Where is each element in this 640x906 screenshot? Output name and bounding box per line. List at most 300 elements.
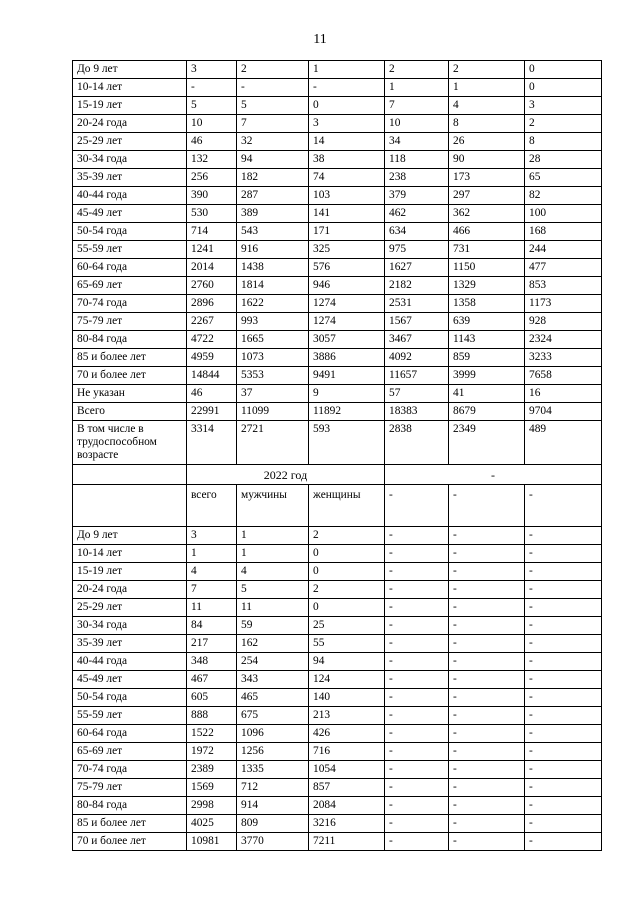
- value-cell: 84: [187, 617, 237, 635]
- value-cell: 1972: [187, 743, 237, 761]
- value-cell: 11: [237, 599, 309, 617]
- table-row: [73, 725, 602, 743]
- value-cell: 2324: [525, 331, 602, 349]
- value-cell: 46: [187, 385, 237, 403]
- value-cell: 28: [525, 151, 602, 169]
- value-cell: 244: [525, 241, 602, 259]
- value-cell: 1173: [525, 295, 602, 313]
- value-cell: 2182: [385, 277, 449, 295]
- table-row: [73, 707, 602, 725]
- table-row: [73, 169, 602, 187]
- value-cell: 379: [385, 187, 449, 205]
- value-cell: -: [525, 689, 602, 707]
- value-cell: 57: [385, 385, 449, 403]
- row-label-cell: 50-54 года: [73, 223, 187, 241]
- table-row: [73, 241, 602, 259]
- value-cell: 1274: [309, 313, 385, 331]
- value-cell: 7211: [309, 833, 385, 851]
- value-cell: 2838: [385, 421, 449, 465]
- value-cell: 14: [309, 133, 385, 151]
- value-cell: -: [309, 79, 385, 97]
- row-label-cell: 75-79 лет: [73, 313, 187, 331]
- table-row: [73, 331, 602, 349]
- row-label-cell: 70-74 года: [73, 761, 187, 779]
- value-cell: 0: [309, 563, 385, 581]
- table-row: [73, 527, 602, 545]
- value-cell: 256: [187, 169, 237, 187]
- value-cell: 1622: [237, 295, 309, 313]
- row-label-cell: 85 и более лет: [73, 349, 187, 367]
- table-row: [73, 133, 602, 151]
- value-cell: 2760: [187, 277, 237, 295]
- row-label-cell: 20-24 года: [73, 115, 187, 133]
- value-cell: 168: [525, 223, 602, 241]
- value-cell: 4092: [385, 349, 449, 367]
- value-cell: 1335: [237, 761, 309, 779]
- row-label-cell: 15-19 лет: [73, 97, 187, 115]
- value-cell: -: [385, 707, 449, 725]
- value-cell: 162: [237, 635, 309, 653]
- page-number: 11: [313, 32, 327, 47]
- row-label-cell: 45-49 лет: [73, 205, 187, 223]
- table-row: [73, 743, 602, 761]
- value-cell: 65: [525, 169, 602, 187]
- value-cell: -: [449, 599, 525, 617]
- value-cell: 993: [237, 313, 309, 331]
- value-cell: -: [525, 563, 602, 581]
- column-header: мужчины: [237, 485, 309, 527]
- value-cell: 3216: [309, 815, 385, 833]
- value-cell: 1665: [237, 331, 309, 349]
- value-cell: 141: [309, 205, 385, 223]
- value-cell: 1329: [449, 277, 525, 295]
- row-label-cell: 30-34 года: [73, 617, 187, 635]
- value-cell: 343: [237, 671, 309, 689]
- value-cell: -: [525, 815, 602, 833]
- value-cell: 1241: [187, 241, 237, 259]
- value-cell: 10: [187, 115, 237, 133]
- value-cell: 4959: [187, 349, 237, 367]
- empty-cell: [73, 465, 187, 485]
- value-cell: 639: [449, 313, 525, 331]
- row-label-cell: 85 и более лет: [73, 815, 187, 833]
- table-row: [73, 151, 602, 169]
- value-cell: -: [385, 833, 449, 851]
- table-row: [73, 761, 602, 779]
- table-row: [73, 779, 602, 797]
- row-label-cell: 35-39 лет: [73, 635, 187, 653]
- table-row: [73, 599, 602, 617]
- value-cell: 82: [525, 187, 602, 205]
- value-cell: -: [385, 725, 449, 743]
- value-cell: 7658: [525, 367, 602, 385]
- row-label-cell: 10-14 лет: [73, 545, 187, 563]
- row-label-cell: 15-19 лет: [73, 563, 187, 581]
- table-row: [73, 797, 602, 815]
- value-cell: 41: [449, 385, 525, 403]
- value-cell: 731: [449, 241, 525, 259]
- value-cell: 9491: [309, 367, 385, 385]
- row-label-cell: Не указан: [73, 385, 187, 403]
- table-row: [73, 223, 602, 241]
- value-cell: 390: [187, 187, 237, 205]
- row-label-cell: До 9 лет: [73, 527, 187, 545]
- value-cell: 38: [309, 151, 385, 169]
- value-cell: 3314: [187, 421, 237, 465]
- row-label-cell: 65-69 лет: [73, 277, 187, 295]
- value-cell: -: [385, 653, 449, 671]
- value-cell: 675: [237, 707, 309, 725]
- value-cell: 3: [525, 97, 602, 115]
- value-cell: 9704: [525, 403, 602, 421]
- value-cell: 32: [237, 133, 309, 151]
- value-cell: 118: [385, 151, 449, 169]
- column-header-row: [73, 485, 602, 527]
- value-cell: 14844: [187, 367, 237, 385]
- value-cell: 124: [309, 671, 385, 689]
- value-cell: 1: [309, 61, 385, 79]
- table-row: [73, 385, 602, 403]
- row-label-cell: 40-44 года: [73, 187, 187, 205]
- value-cell: 173: [449, 169, 525, 187]
- value-cell: 8: [525, 133, 602, 151]
- value-cell: 1814: [237, 277, 309, 295]
- value-cell: 7: [187, 581, 237, 599]
- value-cell: 5: [237, 581, 309, 599]
- value-cell: 8: [449, 115, 525, 133]
- value-cell: 914: [237, 797, 309, 815]
- value-cell: 4025: [187, 815, 237, 833]
- value-cell: 2267: [187, 313, 237, 331]
- value-cell: 0: [525, 61, 602, 79]
- value-cell: 2: [449, 61, 525, 79]
- value-cell: -: [385, 581, 449, 599]
- value-cell: 3467: [385, 331, 449, 349]
- row-label-cell: 70 и более лет: [73, 833, 187, 851]
- value-cell: -: [385, 635, 449, 653]
- value-cell: 5353: [237, 367, 309, 385]
- table-row: [73, 259, 602, 277]
- row-label-cell: 35-39 лет: [73, 169, 187, 187]
- value-cell: -: [525, 653, 602, 671]
- year-header-row: [73, 465, 602, 485]
- row-label-cell: 25-29 лет: [73, 133, 187, 151]
- value-cell: -: [525, 617, 602, 635]
- value-cell: -: [525, 743, 602, 761]
- value-cell: -: [525, 545, 602, 563]
- value-cell: 634: [385, 223, 449, 241]
- value-cell: -: [187, 79, 237, 97]
- value-cell: 103: [309, 187, 385, 205]
- value-cell: -: [449, 581, 525, 599]
- value-cell: -: [449, 527, 525, 545]
- value-cell: 1274: [309, 295, 385, 313]
- value-cell: 1: [385, 79, 449, 97]
- value-cell: 2531: [385, 295, 449, 313]
- table-row: [73, 313, 602, 331]
- value-cell: 1438: [237, 259, 309, 277]
- row-label-cell: 10-14 лет: [73, 79, 187, 97]
- value-cell: -: [525, 527, 602, 545]
- value-cell: 3233: [525, 349, 602, 367]
- value-cell: 3: [187, 527, 237, 545]
- value-cell: 2084: [309, 797, 385, 815]
- row-label-cell: 80-84 года: [73, 797, 187, 815]
- value-cell: -: [385, 545, 449, 563]
- value-cell: 238: [385, 169, 449, 187]
- value-cell: -: [449, 725, 525, 743]
- value-cell: 11892: [309, 403, 385, 421]
- value-cell: -: [385, 761, 449, 779]
- value-cell: 1073: [237, 349, 309, 367]
- value-cell: 5: [187, 97, 237, 115]
- value-cell: 1522: [187, 725, 237, 743]
- value-cell: -: [525, 635, 602, 653]
- value-cell: 712: [237, 779, 309, 797]
- value-cell: -: [449, 833, 525, 851]
- table-row: [73, 187, 602, 205]
- value-cell: -: [525, 599, 602, 617]
- value-cell: 1569: [187, 779, 237, 797]
- value-cell: 3886: [309, 349, 385, 367]
- table-row: [73, 653, 602, 671]
- value-cell: 3: [309, 115, 385, 133]
- value-cell: 362: [449, 205, 525, 223]
- value-cell: 605: [187, 689, 237, 707]
- value-cell: -: [385, 779, 449, 797]
- table-row: [73, 833, 602, 851]
- value-cell: 2349: [449, 421, 525, 465]
- value-cell: 90: [449, 151, 525, 169]
- value-cell: 1567: [385, 313, 449, 331]
- table-row: [73, 79, 602, 97]
- value-cell: 467: [187, 671, 237, 689]
- value-cell: 18383: [385, 403, 449, 421]
- column-header: -: [385, 485, 449, 527]
- value-cell: 916: [237, 241, 309, 259]
- row-label-cell: 20-24 года: [73, 581, 187, 599]
- value-cell: 809: [237, 815, 309, 833]
- value-cell: 11: [187, 599, 237, 617]
- value-cell: 2: [309, 527, 385, 545]
- value-cell: 3: [187, 61, 237, 79]
- value-cell: -: [385, 599, 449, 617]
- value-cell: 1: [237, 527, 309, 545]
- column-header: -: [525, 485, 602, 527]
- value-cell: 94: [309, 653, 385, 671]
- statistics-table: [72, 60, 602, 851]
- value-cell: 2: [385, 61, 449, 79]
- row-label-cell: 25-29 лет: [73, 599, 187, 617]
- value-cell: -: [385, 797, 449, 815]
- value-cell: 1054: [309, 761, 385, 779]
- value-cell: -: [525, 671, 602, 689]
- value-cell: 59: [237, 617, 309, 635]
- value-cell: 297: [449, 187, 525, 205]
- value-cell: 426: [309, 725, 385, 743]
- table-row: [73, 617, 602, 635]
- value-cell: 1150: [449, 259, 525, 277]
- value-cell: -: [525, 707, 602, 725]
- value-cell: 94: [237, 151, 309, 169]
- table-row: [73, 295, 602, 313]
- value-cell: 1143: [449, 331, 525, 349]
- value-cell: 888: [187, 707, 237, 725]
- row-label-cell: Всего: [73, 403, 187, 421]
- value-cell: 0: [309, 545, 385, 563]
- value-cell: 2: [525, 115, 602, 133]
- value-cell: 946: [309, 277, 385, 295]
- value-cell: 714: [187, 223, 237, 241]
- table-row: [73, 61, 602, 79]
- value-cell: 8679: [449, 403, 525, 421]
- value-cell: 132: [187, 151, 237, 169]
- value-cell: -: [525, 761, 602, 779]
- value-cell: 4: [187, 563, 237, 581]
- value-cell: 5: [237, 97, 309, 115]
- row-label-cell: 50-54 года: [73, 689, 187, 707]
- table-row-working-age: [73, 421, 602, 465]
- value-cell: 22991: [187, 403, 237, 421]
- value-cell: 1358: [449, 295, 525, 313]
- value-cell: 4: [237, 563, 309, 581]
- table-row: [73, 115, 602, 133]
- row-label-cell: 40-44 года: [73, 653, 187, 671]
- value-cell: 2998: [187, 797, 237, 815]
- value-cell: -: [385, 527, 449, 545]
- value-cell: -: [525, 725, 602, 743]
- value-cell: 26: [449, 133, 525, 151]
- value-cell: 4722: [187, 331, 237, 349]
- value-cell: 7: [385, 97, 449, 115]
- table-row: [73, 97, 602, 115]
- value-cell: -: [449, 635, 525, 653]
- row-label-cell: 30-34 года: [73, 151, 187, 169]
- value-cell: 2014: [187, 259, 237, 277]
- table-row: [73, 581, 602, 599]
- value-cell: -: [449, 617, 525, 635]
- value-cell: 11657: [385, 367, 449, 385]
- table-row: [73, 367, 602, 385]
- value-cell: -: [449, 671, 525, 689]
- table-row: [73, 689, 602, 707]
- value-cell: 477: [525, 259, 602, 277]
- value-cell: 74: [309, 169, 385, 187]
- value-cell: 857: [309, 779, 385, 797]
- value-cell: 716: [309, 743, 385, 761]
- value-cell: 462: [385, 205, 449, 223]
- row-label-cell: 60-64 года: [73, 725, 187, 743]
- value-cell: 46: [187, 133, 237, 151]
- value-cell: -: [449, 707, 525, 725]
- table-row: [73, 205, 602, 223]
- value-cell: 530: [187, 205, 237, 223]
- value-cell: -: [385, 743, 449, 761]
- value-cell: -: [385, 617, 449, 635]
- value-cell: 975: [385, 241, 449, 259]
- value-cell: -: [449, 689, 525, 707]
- column-header: -: [449, 485, 525, 527]
- value-cell: 325: [309, 241, 385, 259]
- value-cell: 543: [237, 223, 309, 241]
- value-cell: 34: [385, 133, 449, 151]
- value-cell: -: [525, 833, 602, 851]
- value-cell: 348: [187, 653, 237, 671]
- value-cell: 182: [237, 169, 309, 187]
- value-cell: 928: [525, 313, 602, 331]
- empty-cell: [73, 485, 187, 527]
- value-cell: 3770: [237, 833, 309, 851]
- table-row: [73, 403, 602, 421]
- row-label-cell: 45-49 лет: [73, 671, 187, 689]
- value-cell: -: [525, 581, 602, 599]
- value-cell: 389: [237, 205, 309, 223]
- value-cell: -: [385, 563, 449, 581]
- value-cell: -: [449, 653, 525, 671]
- value-cell: 287: [237, 187, 309, 205]
- value-cell: 171: [309, 223, 385, 241]
- value-cell: -: [385, 689, 449, 707]
- value-cell: 1: [449, 79, 525, 97]
- value-cell: 10981: [187, 833, 237, 851]
- value-cell: 2896: [187, 295, 237, 313]
- value-cell: -: [449, 761, 525, 779]
- value-cell: -: [385, 815, 449, 833]
- column-header: женщины: [309, 485, 385, 527]
- value-cell: 4: [449, 97, 525, 115]
- value-cell: 3057: [309, 331, 385, 349]
- row-label-cell: 75-79 лет: [73, 779, 187, 797]
- value-cell: 55: [309, 635, 385, 653]
- value-cell: 16: [525, 385, 602, 403]
- value-cell: 10: [385, 115, 449, 133]
- table-row: [73, 815, 602, 833]
- value-cell: 1: [237, 545, 309, 563]
- value-cell: -: [449, 743, 525, 761]
- value-cell: 859: [449, 349, 525, 367]
- table-row: [73, 349, 602, 367]
- value-cell: 0: [309, 599, 385, 617]
- row-label-cell: 70-74 года: [73, 295, 187, 313]
- value-cell: 465: [237, 689, 309, 707]
- value-cell: 2389: [187, 761, 237, 779]
- year-label: 2022 год: [187, 465, 385, 485]
- value-cell: 25: [309, 617, 385, 635]
- value-cell: 1256: [237, 743, 309, 761]
- row-label-cell: До 9 лет: [73, 61, 187, 79]
- value-cell: 2721: [237, 421, 309, 465]
- value-cell: -: [449, 797, 525, 815]
- value-cell: -: [449, 815, 525, 833]
- value-cell: 1: [187, 545, 237, 563]
- value-cell: -: [525, 779, 602, 797]
- table-row: [73, 563, 602, 581]
- value-cell: -: [525, 797, 602, 815]
- value-cell: 217: [187, 635, 237, 653]
- value-cell: -: [449, 563, 525, 581]
- table-row: [73, 671, 602, 689]
- value-cell: 853: [525, 277, 602, 295]
- value-cell: 489: [525, 421, 602, 465]
- row-label-cell: 80-84 года: [73, 331, 187, 349]
- value-cell: 37: [237, 385, 309, 403]
- table-row: [73, 635, 602, 653]
- value-cell: 11099: [237, 403, 309, 421]
- value-cell: 3999: [449, 367, 525, 385]
- value-cell: -: [449, 779, 525, 797]
- row-label-cell: 60-64 года: [73, 259, 187, 277]
- value-cell: 466: [449, 223, 525, 241]
